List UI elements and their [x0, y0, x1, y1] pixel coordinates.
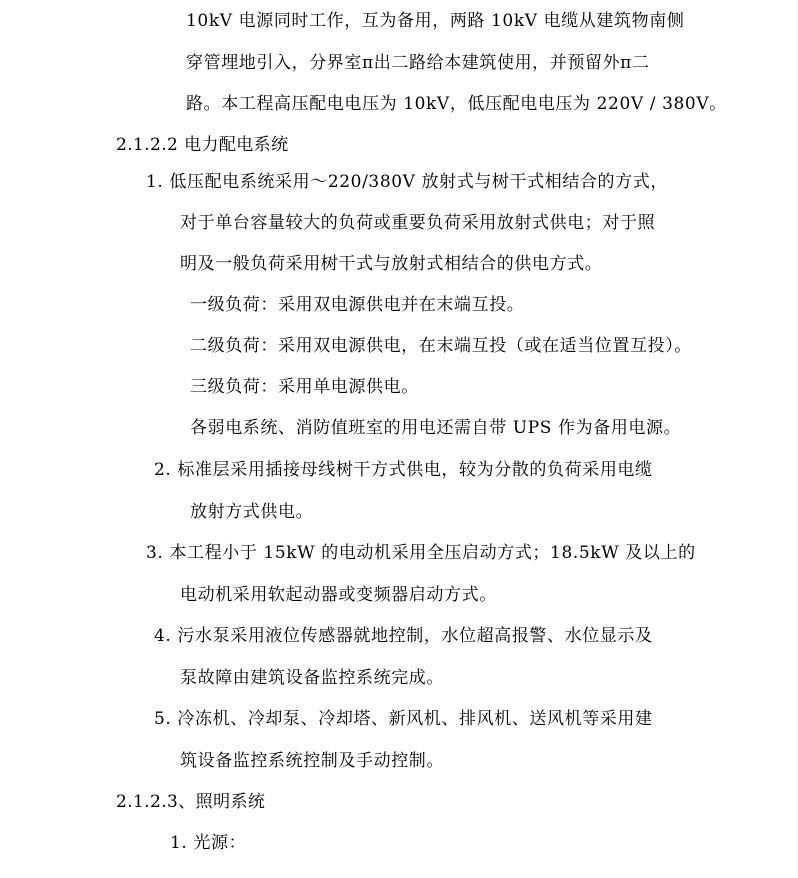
power-item-4-line-1: 4. 污水泵采用液位传感器就地控制，水位超高报警、水位显示及: [154, 626, 653, 646]
weak-current-ups-note: 各弱电系统、消防值班室的用电还需自带 UPS 作为备用电源。: [190, 418, 682, 438]
power-item-2-line-2: 放射方式供电。: [190, 502, 314, 522]
power-item-2-line-1: 2. 标准层采用插接母线树干方式供电，较为分散的负荷采用电缆: [154, 460, 653, 480]
load-level-secondary: 二级负荷：采用双电源供电，在末端互投（或在适当位置互投）。: [190, 336, 692, 356]
power-item-3-line-2: 电动机采用软起动器或变频器启动方式。: [180, 585, 497, 605]
power-item-5-line-2: 筑设备监控系统控制及手动控制。: [180, 751, 444, 771]
section-heading-power-distribution: 2.1.2.2 电力配电系统: [116, 135, 289, 155]
power-item-4-line-2: 泵故障由建筑设备监控系统完成。: [180, 668, 444, 688]
section-heading-lighting: 2.1.2.3、照明系统: [116, 792, 266, 812]
power-item-1-line-2: 对于单台容量较大的负荷或重要负荷采用放射式供电；对于照: [180, 213, 656, 233]
intro-line-3: 路。本工程高压配电电压为 10kV，低压配电电压为 220V / 380V。: [186, 94, 727, 114]
power-item-3-line-1: 3. 本工程小于 15kW 的电动机采用全压启动方式；18.5kW 及以上的: [146, 543, 696, 563]
power-item-5-line-1: 5. 冷冻机、冷却泵、冷却塔、新风机、排风机、送风机等采用建: [154, 709, 653, 729]
intro-line-1: 10kV 电源同时工作，互为备用，两路 10kV 电缆从建筑物南侧: [186, 11, 685, 31]
power-item-1-line-3: 明及一般负荷采用树干式与放射式相结合的供电方式。: [180, 254, 603, 274]
load-level-tertiary: 三级负荷：采用单电源供电。: [190, 377, 419, 397]
load-level-primary: 一级负荷：采用双电源供电并在末端互投。: [190, 295, 525, 315]
intro-line-2: 穿管埋地引入，分界室π出二路给本建筑使用，并预留外π二: [186, 53, 650, 73]
lighting-item-1: 1. 光源：: [170, 833, 247, 853]
power-item-1-line-1: 1. 低压配电系统采用～220/380V 放射式与树干式相结合的方式，: [146, 172, 668, 192]
